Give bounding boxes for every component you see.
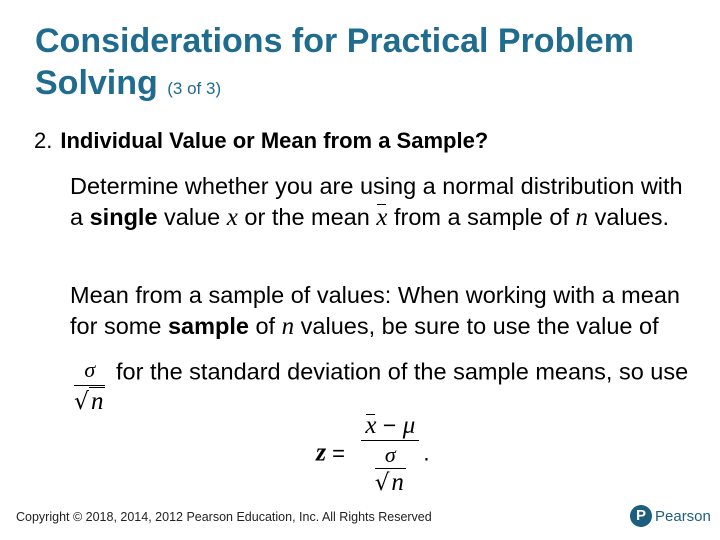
slide-title bbox=[35, 20, 695, 110]
slide-title-suffix: (3 of 3) bbox=[167, 79, 222, 98]
mu-symbol: μ bbox=[402, 412, 416, 439]
var-x: x bbox=[226, 204, 238, 231]
var-n: n bbox=[90, 388, 104, 415]
equals-sign: = bbox=[332, 440, 345, 466]
para2-bold-sample: sample bbox=[167, 313, 249, 339]
para1-text-b: value bbox=[157, 204, 227, 230]
point-number: 2. bbox=[34, 128, 53, 153]
z-denominator bbox=[361, 441, 419, 497]
point-heading bbox=[34, 128, 488, 154]
sigma-symbol: σ bbox=[384, 442, 396, 467]
paragraph-single-vs-mean bbox=[70, 171, 700, 233]
pearson-p-icon: P bbox=[630, 505, 652, 527]
var-n: n bbox=[281, 313, 295, 340]
pearson-wordmark: Pearson bbox=[655, 507, 711, 525]
sigma-symbol: σ bbox=[84, 357, 96, 382]
para2-text-b: of bbox=[248, 313, 282, 339]
para1-text-e: values. bbox=[588, 204, 670, 230]
minus-sign: − bbox=[382, 412, 397, 438]
var-x-bar: x bbox=[376, 204, 388, 231]
point-heading-text: Individual Value or Mean from a Sample? bbox=[60, 128, 489, 153]
para1-bold-single: single bbox=[89, 204, 158, 230]
var-x-bar: x bbox=[365, 412, 377, 439]
var-n: n bbox=[575, 204, 589, 231]
formula-period: . bbox=[423, 439, 430, 466]
pearson-logo bbox=[630, 505, 711, 527]
para1-text-a: Determine whether you are using a normal distribution with a bbox=[70, 173, 683, 230]
para2-text-a: Mean from a sample of values: When working with a mean for some bbox=[70, 282, 680, 339]
paragraph-sample-means bbox=[70, 280, 700, 415]
slide-title-text: Considerations for Practical Problem Solving bbox=[35, 22, 634, 102]
sqrt-n: √n bbox=[74, 387, 104, 415]
sqrt-n: √n bbox=[374, 469, 404, 496]
para2-text-d: for the standard deviation of the sample means, so use bbox=[109, 358, 689, 385]
z-formula-fraction bbox=[361, 412, 419, 497]
para1-text-c: or the mean bbox=[237, 204, 377, 230]
para2-text-c: values, be sure to use the value of bbox=[294, 313, 659, 339]
var-n: n bbox=[391, 469, 404, 496]
sigma-over-root-n-fraction bbox=[74, 354, 105, 417]
para1-text-d: from a sample of bbox=[387, 204, 576, 230]
sigma-over-root-n-fraction bbox=[375, 441, 406, 497]
z-score-formula bbox=[316, 412, 430, 497]
copyright-footer: Copyright © 2018, 2014, 2012 Pearson Education, Inc. All Rights Reserved bbox=[16, 510, 432, 524]
var-z: z bbox=[316, 437, 327, 467]
z-numerator bbox=[361, 412, 419, 441]
